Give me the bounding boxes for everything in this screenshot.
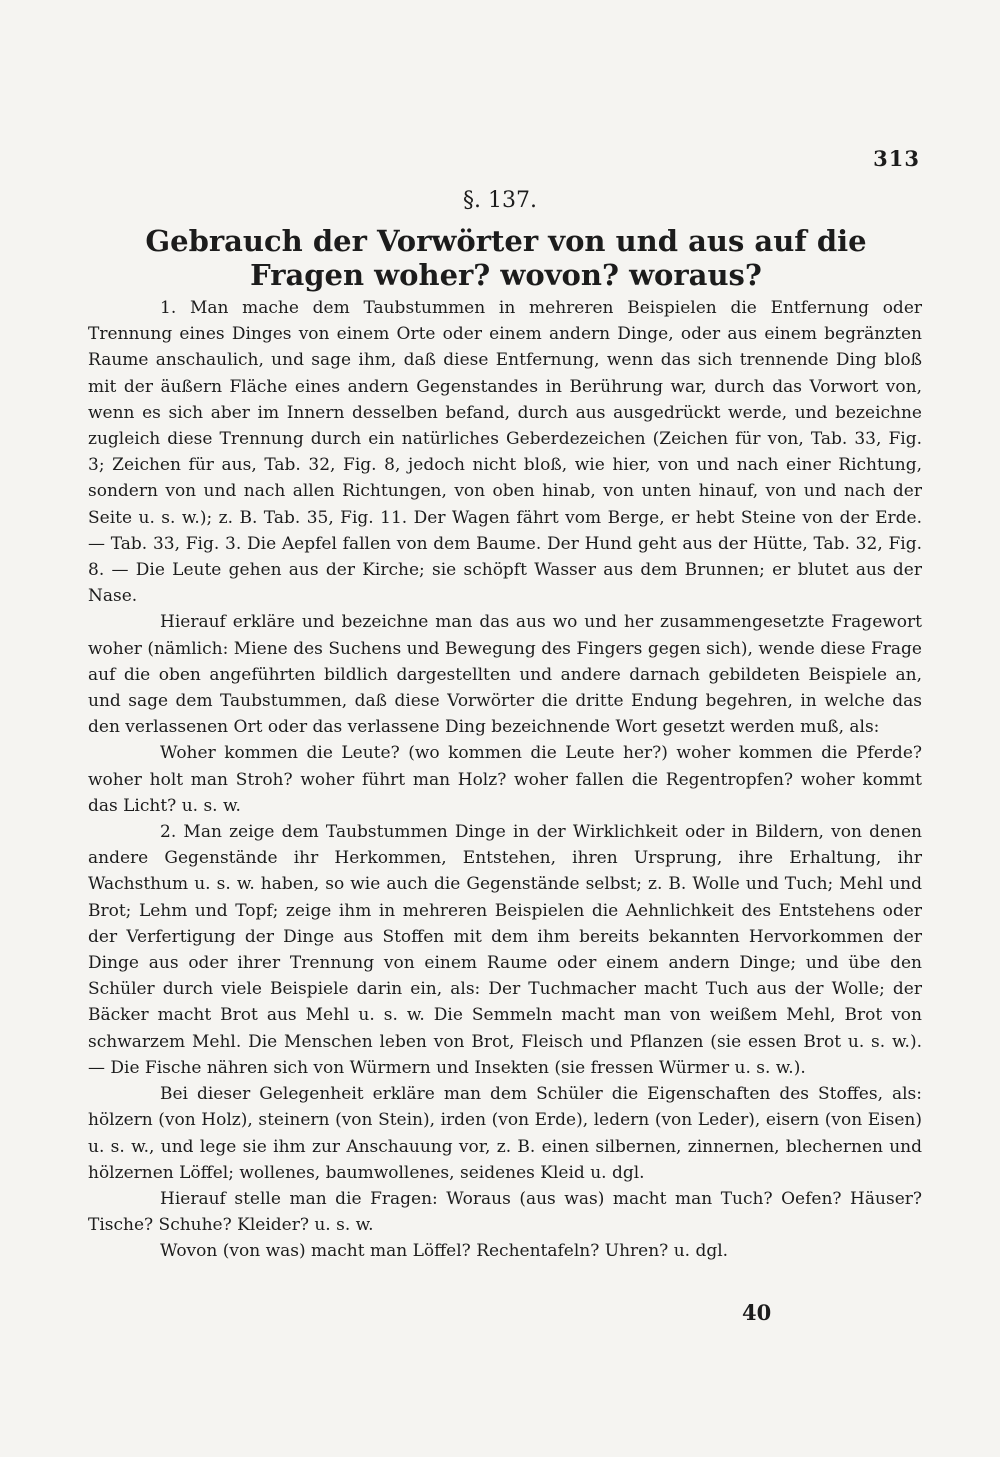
page-number: 313 — [873, 146, 920, 171]
paragraph-5: Bei dieser Gelegenheit erkläre man dem Schüler die Eigenschaften des Stoffes, als: hölzern (von Holz), steinern (von Stein), irden (von Erde), ledern (von Leder), eisern (von Eisen) u. s. w., und lege sie ihm zur Anschauung vor, z. B. einen silbernen, zinnernen, blechernen und hölzernen Löffel; wollenes, baumwollenes, seidenes Kleid u. dgl. — [88, 1084, 922, 1183]
section-number: §. 137. — [463, 188, 537, 213]
paragraph-7: Wovon (von was) macht man Löffel? Rechentafeln? Uhren? u. dgl. — [160, 1241, 729, 1262]
paragraph-2: Hierauf erkläre und bezeichne man das aus wo und her zusammengesetzte Fragewort woher (nämlich: Miene des Suchens und Bewegung des Fingers gegen sich), wende diese Frage auf die oben angeführten bildlich dargestellten und andere darnach gebildeten Beispiele an, und sage dem Taubstummen, daß diese Vorwörter die dritte Endung begehren, in welche das den verlassenen Ort oder das verlassene Ding bezeichnende Wort gesetzt werden muß, als: — [88, 612, 922, 738]
paragraph-6: Hierauf stelle man die Fragen: Woraus (aus was) macht man Tuch? Oefen? Häuser? Tische? Schuhe? Kleider? u. s. w. — [88, 1188, 922, 1236]
paragraph-1: 1. Man mache dem Taubstummen in mehreren Beispielen die Entfernung oder Trennung eines Dinges von einem Orte oder einem andern Dinge, oder aus einem begränzten Raume anschaulich, und sage ihm, daß diese Entfernung, wenn das sich trennende Ding bloß mit der äußern Fläche eines andern Gegenstandes in Berührung war, durch das Vorwort von, wenn es sich aber im Innern desselben befand, durch aus ausgedrückt werde, und bezeichne zugleich diese Trennung durch ein natürliches Geberdezeichen (Zeichen für von, Tab. 33, Fig. 3; Zeichen für aus, Tab. 32, Fig. 8, jedoch nicht bloß, wie hier, von und nach einer Richtung, sondern von und nach allen Richtungen, von oben hinab, von unten hinauf, von und nach der Seite u. s. w.); z. B. Tab. 35, Fig. 11. Der Wagen fährt vom Berge, er hebt Steine von der Erde. — Tab. 33, Fig. 3. Die Aepfel fallen von dem Baume. Der Hund geht aus der Hütte, Tab. 32, Fig. 8. — Die Leute gehen aus der Kirche; sie schöpft Wasser aus dem Brunnen; er blutet aus der Nase. — [88, 298, 922, 607]
section-heading: Gebrauch der Vorwörter von und aus auf die Fragen woher? wovon? woraus? — [145, 224, 867, 292]
signature-mark: 40 — [742, 1300, 772, 1325]
paragraph-4: 2. Man zeige dem Taubstummen Dinge in der Wirklichkeit oder in Bildern, von denen andere Gegenstände ihr Herkommen, Entstehen, ihren Ursprung, ihre Erhaltung, ihr Wachsthum u. s. w. haben, so wie auch die Gegenstände selbst; z. B. Wolle und Tuch; Mehl und Brot; Lehm und Topf; zeige ihm in mehreren Beispielen die Aehnlichkeit des Entstehens oder der Verfertigung der Dinge aus Stoffen mit dem ihm bereits bekannten Hervorkommen der Dinge aus oder ihrer Trennung von einem Raume oder einem andern Dinge; und übe den Schüler durch viele Beispiele darin ein, als: Der Tuchmacher macht Tuch aus der Wolle; der Bäcker macht Brot aus Mehl u. s. w. Die Semmeln macht man von weißem Mehl, Brot von schwarzem Mehl. Die Menschen leben von Brot, Fleisch und Pflanzen (sie essen Brot u. s. w.). — Die Fische nähren sich von Würmern und Insekten (sie fressen Würmer u. s. w.). — [88, 822, 922, 1078]
paragraph-3: Woher kommen die Leute? (wo kommen die Leute her?) woher kommen die Pferde? woher holt man Stroh? woher führt man Holz? woher fallen die Regentropfen? woher kommt das Licht? u. s. w. — [88, 743, 922, 816]
body-text — [88, 295, 922, 1265]
